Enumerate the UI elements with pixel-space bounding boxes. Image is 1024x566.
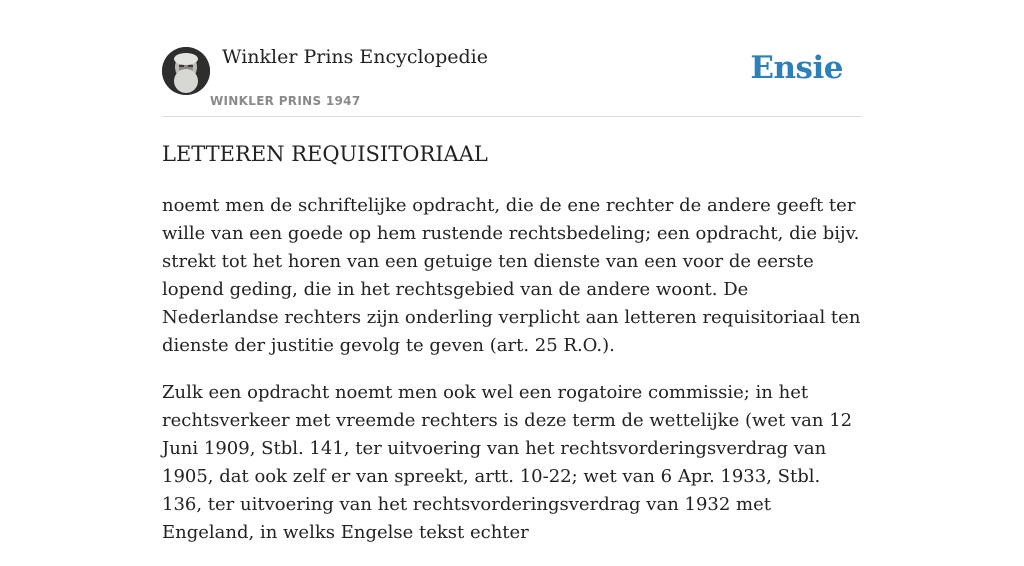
article-paragraph: Zulk een opdracht noemt men ook wel een rogatoire commissie; in het rechtsverkeer met vreemde rechters is deze term de wettelijke (wet van 12 Juni 1909, Stbl. 141, ter uitvoering van het rechtsvorderingsverdrag van 1905, dat ook zelf er van spreekt, artt. 10-22; wet van 6 Apr. 1933, Stbl. 136, ter uitvoering van het rechtsvorderingsverdrag van 1932 met Engeland, in welks Engelse tekst echter xyxy=(162,382,853,543)
site-subtitle[interactable]: WINKLER PRINS 1947 xyxy=(210,94,361,108)
site-title[interactable]: Winkler Prins Encyclopedie xyxy=(222,46,488,68)
article-body xyxy=(162,192,862,566)
header xyxy=(162,0,862,117)
article-title: LETTEREN REQUISITORIAAL xyxy=(162,142,488,166)
article-paragraph: noemt men de schriftelijke opdracht, die de ene rechter de andere geeft ter wille van een goede op hem rustende rechtsbedeling; een opdracht, die bijv. strekt tot het horen van een getuige ten dienste van een voor de eerste lopend geding, die in het rechtsgebied van de andere woont. De Nederlandse rechters zijn onderling verplicht aan letteren requisitoriaal ten dienste der justitie gevolg te geven (art. 25 R.O.). xyxy=(162,195,861,356)
ensie-logo[interactable]: Ensie xyxy=(750,50,843,86)
avatar[interactable] xyxy=(162,47,210,95)
page xyxy=(162,0,862,543)
portrait-icon xyxy=(162,47,210,95)
